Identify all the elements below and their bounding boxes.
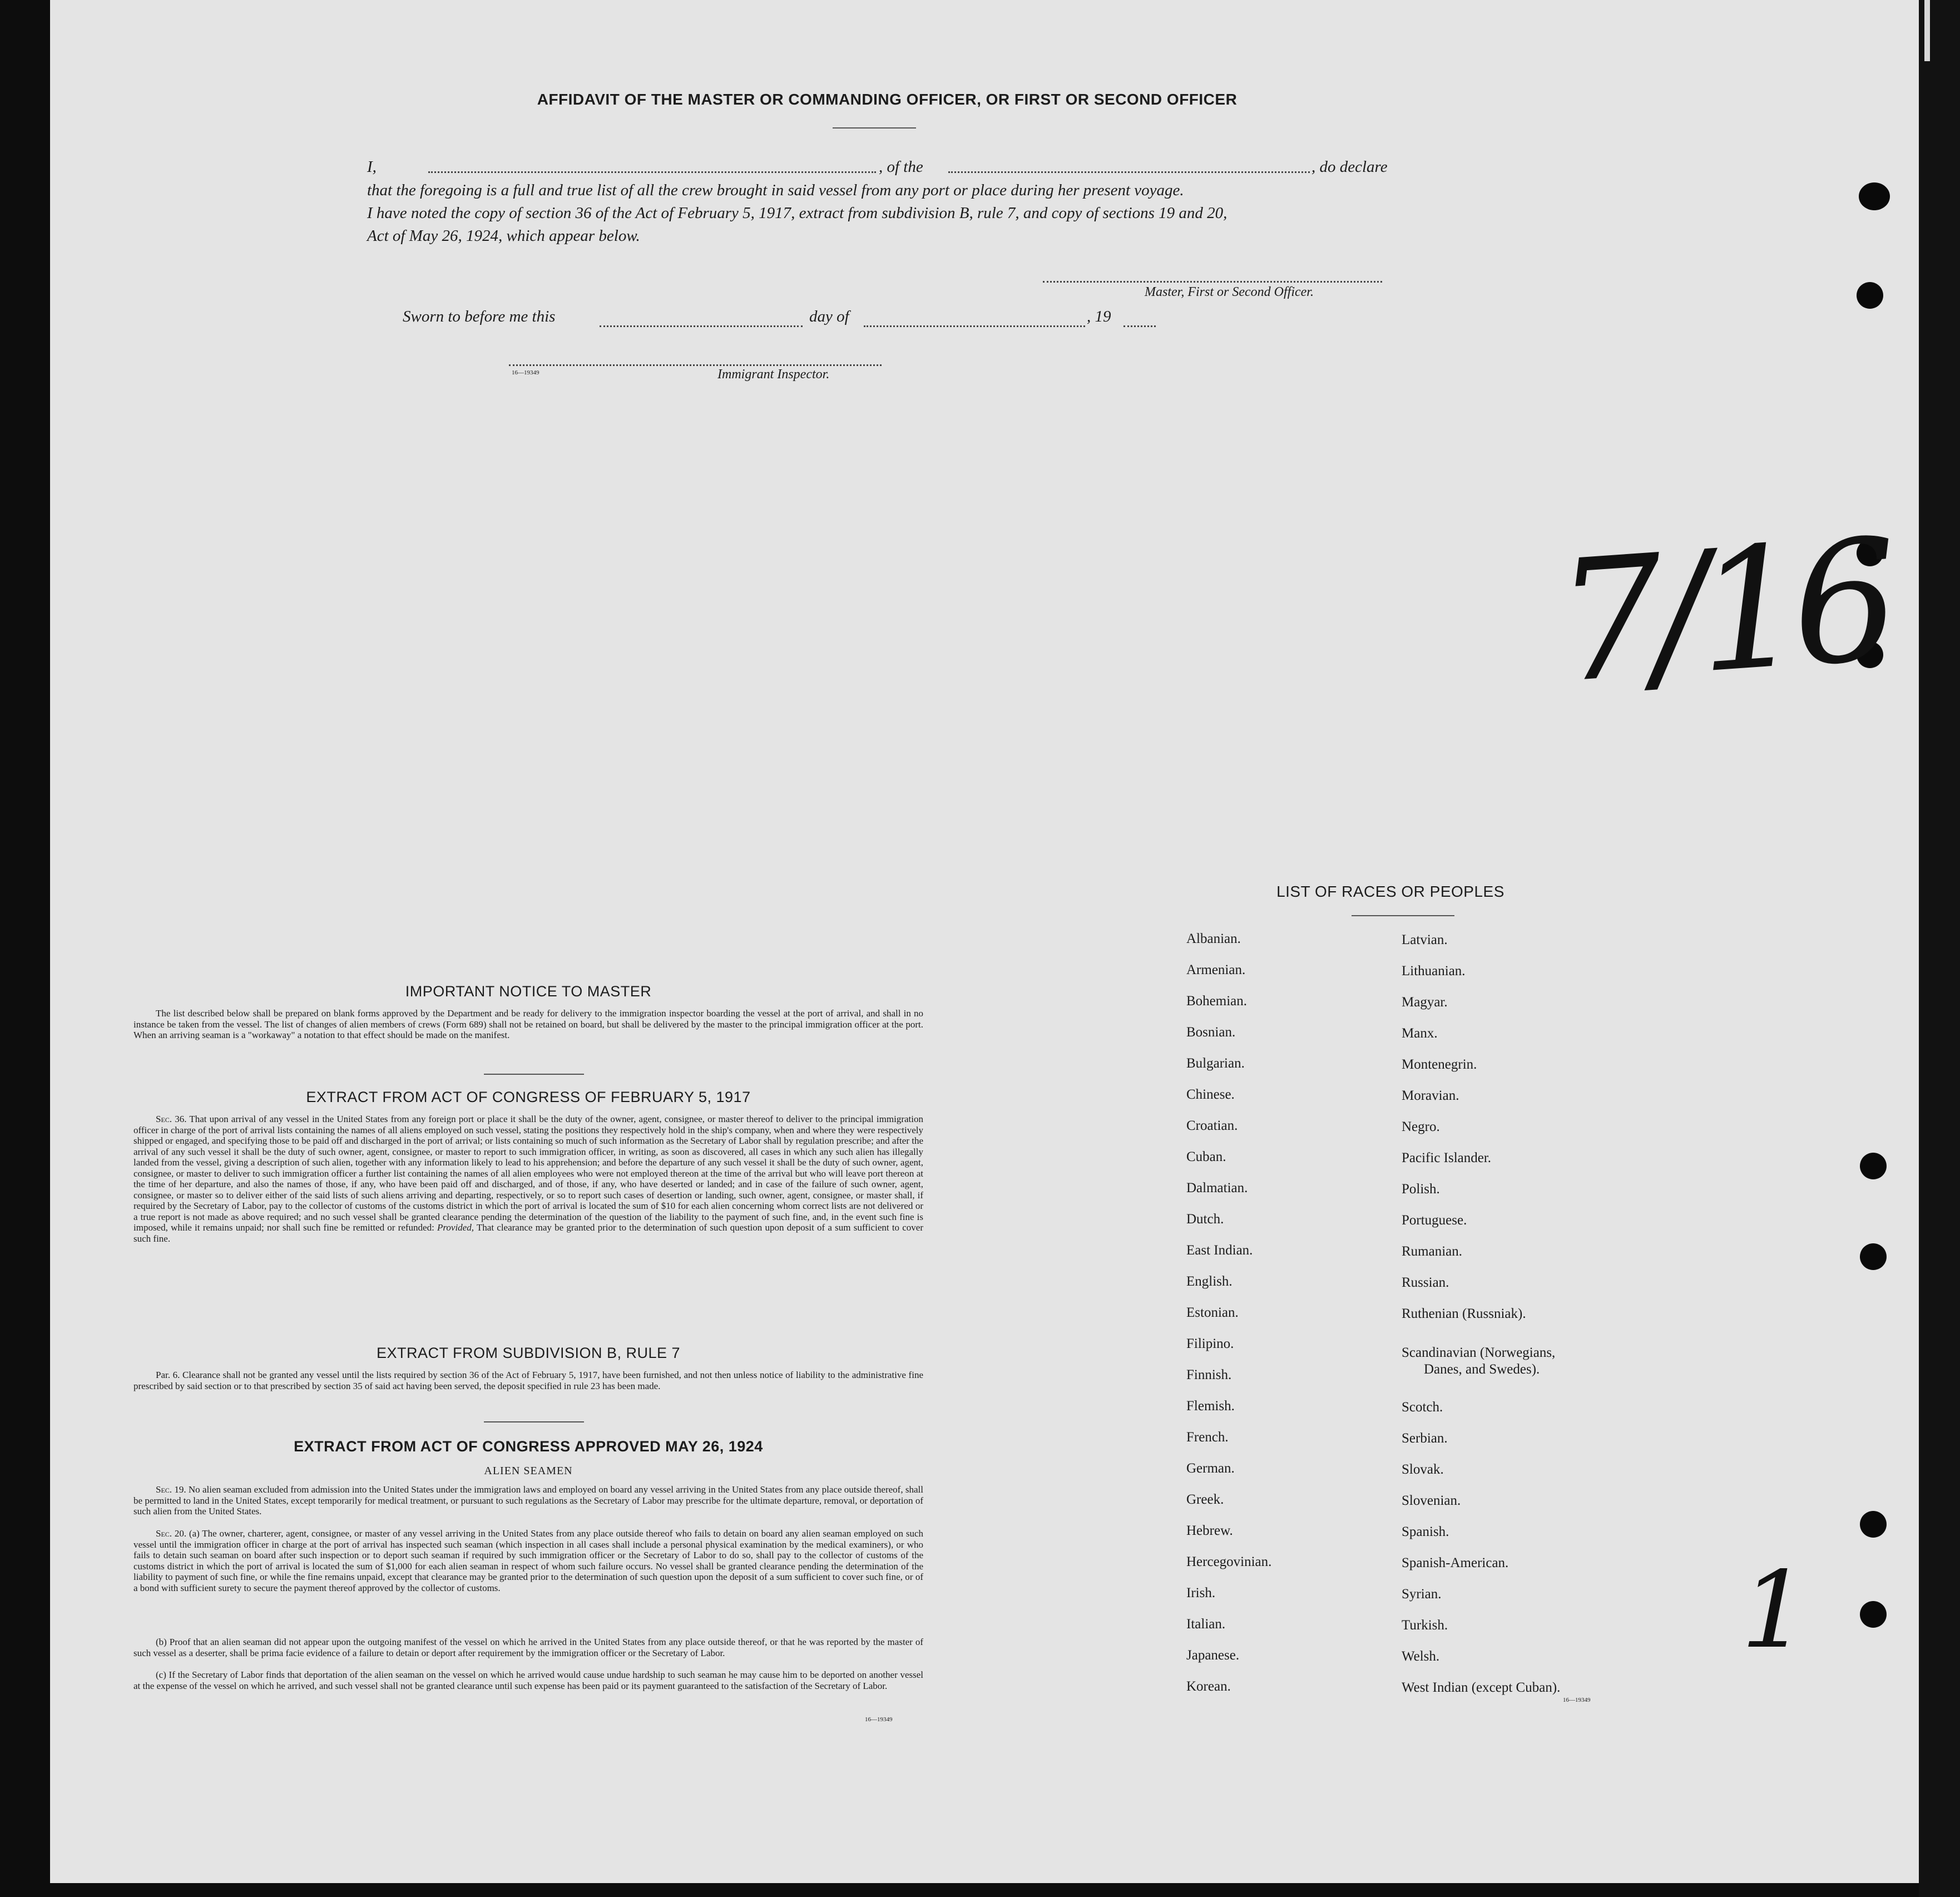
race-item: Hercegovinian.	[1186, 1554, 1272, 1569]
affidavit-line-4: Act of May 26, 1924, which appear below.	[367, 227, 640, 245]
extract-1917-text	[133, 1114, 923, 1244]
race-item: English.	[1186, 1274, 1233, 1289]
vessel-field[interactable]	[948, 171, 1310, 173]
race-item: Negro.	[1402, 1119, 1440, 1134]
race-item: Greek.	[1186, 1492, 1224, 1507]
punch-hole	[1857, 282, 1883, 309]
inspector-signature-field[interactable]	[509, 364, 882, 366]
race-item: Moravian.	[1402, 1088, 1459, 1103]
race-item: Cuban.	[1186, 1149, 1226, 1164]
race-item: Syrian.	[1402, 1587, 1442, 1602]
provided-label: Provided,	[437, 1222, 474, 1233]
sec-20b-text: (b) Proof that an alien seaman did not appear upon the outgoing manifest of the vessel on which he arrived in the United States from any place outside thereof, or that he was reported by the master of such vessel as a deserter, shall be prima facie evidence of a failure to detain or deport after requirement by the immigration officer or the Secretary of Labor.	[133, 1637, 923, 1658]
punch-hole	[1860, 1153, 1887, 1179]
inspector-label: Immigrant Inspector.	[717, 367, 830, 382]
race-item: Slovenian.	[1402, 1493, 1461, 1508]
affidavit-line-3: I have noted the copy of section 36 of the Act of February 5, 1917, extract from subdivision B, rule 7, and copy of sections 19 and 20,	[367, 204, 1228, 222]
race-item: Polish.	[1402, 1182, 1440, 1197]
race-item: Rumanian.	[1402, 1244, 1463, 1259]
sec-20a-body: (a) The owner, charterer, agent, consignee, or master of any vessel arriving in the United States from any place outside thereof who fails to detain on board any alien seaman employed on such vessel until the immigration officer in charge at the port of arrival has inspected such seaman (which inspection in all cases shall include a personal physical examination by the medical examiners), or who fails to detain such seaman on board after such inspection or to deport such seaman if required by such immigration officer or the Secretary of Labor to do so, shall pay to the collector of customs of the customs district in which the port of arrival is located the sum of $1,000 for each alien seaman in respect of whom such failure occurs. No vessel shall be granted clearance pending the determination of the liability to payment of such fine, or while the fine remains unpaid, except that clearance may be granted prior to the determination of such question upon the deposit of a sum sufficient to cover such fine, or of a bond with sufficient surety to secure the payment thereof approved by the collector of customs.	[133, 1528, 923, 1593]
race-item: Russian.	[1402, 1275, 1449, 1290]
race-item: Pacific Islander.	[1402, 1150, 1492, 1165]
race-item: Estonian.	[1186, 1305, 1239, 1320]
notice-text: The list described below shall be prepared on blank forms approved by the Department and be ready for delivery to the immigration inspector boarding the vessel at the port of arrival, and shall in no instance be taken from the vessel. The list of changes of alien members of crews (Form 689) shall not be retained on board, but shall be delivered by the master to the principal immigration officer at the port. When an arriving seaman is a "workaway" a notation to that effect should be made on the manifest.	[133, 1008, 923, 1040]
race-item: Filipino.	[1186, 1336, 1234, 1351]
extract-rule7-title: EXTRACT FROM SUBDIVISION B, RULE 7	[376, 1345, 681, 1361]
extract-1924-title: EXTRACT FROM ACT OF CONGRESS APPROVED MAY 26, 1924	[294, 1438, 763, 1455]
race-item: German.	[1186, 1461, 1235, 1476]
punch-hole	[1860, 1243, 1887, 1270]
race-item: Dalmatian.	[1186, 1180, 1248, 1195]
race-item: Albanian.	[1186, 931, 1241, 946]
race-item: Bohemian.	[1186, 994, 1248, 1009]
race-item: Ruthenian (Russniak).	[1402, 1306, 1526, 1321]
notice-title: IMPORTANT NOTICE TO MASTER	[405, 983, 652, 1000]
race-item: Magyar.	[1402, 995, 1448, 1010]
sec-20-label: Sec. 20.	[156, 1528, 187, 1539]
extract-rule7-text: Par. 6. Clearance shall not be granted any vessel until the lists required by section 36 of the Act of February 5, 1917, have been furnished, and not then unless notice of liability to the administrative fine prescribed by said section or to that prescribed by section 35 of said act having been served, the deposit specified in rule 23 has been made.	[133, 1370, 923, 1391]
sworn-year-field[interactable]	[1123, 325, 1156, 327]
race-item: Croatian.	[1186, 1118, 1238, 1133]
document-sheet	[50, 0, 1924, 1883]
races-title: LIST OF RACES OR PEOPLES	[1276, 883, 1504, 900]
race-item: Latvian.	[1402, 932, 1448, 947]
race-item: Korean.	[1186, 1679, 1231, 1694]
race-item: Montenegrin.	[1402, 1057, 1477, 1072]
race-item: Spanish.	[1402, 1524, 1449, 1539]
races-title-divider	[1352, 915, 1454, 916]
affidavit-line-2: that the foregoing is a full and true list of all the crew brought in said vessel from any port or place during her present voyage.	[367, 181, 1184, 199]
race-item: East Indian.	[1186, 1243, 1253, 1258]
punch-hole	[1860, 1601, 1887, 1628]
affidavit-form-number: 16—19349	[512, 369, 540, 376]
scan-edge-strip	[1924, 0, 1930, 61]
race-item: Japanese.	[1186, 1648, 1240, 1663]
master-signature-label: Master, First or Second Officer.	[1145, 285, 1314, 299]
sec-20a-text	[133, 1528, 923, 1593]
extract-1917-title-text: EXTRACT FROM ACT OF CONGRESS OF FEBRUARY 5, 1917	[306, 1089, 751, 1105]
year-prefix-label: , 19	[1087, 308, 1111, 325]
handwritten-sheet-number: 7/16	[1551, 503, 1894, 720]
race-item: Irish.	[1186, 1585, 1216, 1600]
race-item: Lithuanian.	[1402, 964, 1466, 979]
day-of-label: day of	[809, 308, 849, 325]
of-the-label: , of the	[879, 158, 923, 176]
sec-19-label: Sec. 19.	[156, 1484, 186, 1495]
race-item: French.	[1186, 1430, 1229, 1445]
race-item: Hebrew.	[1186, 1523, 1233, 1538]
race-item: Portuguese.	[1402, 1213, 1467, 1228]
race-item: Dutch.	[1186, 1212, 1224, 1227]
sworn-label: Sworn to before me this	[403, 308, 556, 325]
race-item: Scandinavian (Norwegians,	[1402, 1345, 1556, 1360]
sec-19-text	[133, 1484, 923, 1517]
race-item: Danes, and Swedes).	[1424, 1362, 1540, 1377]
sec-36-label: Sec. 36.	[156, 1114, 187, 1124]
race-item: Slovak.	[1402, 1462, 1444, 1477]
do-declare-label: , do declare	[1311, 158, 1388, 176]
race-item: Bosnian.	[1186, 1025, 1236, 1040]
scan-border	[1919, 0, 1960, 1897]
race-item: West Indian (except Cuban).	[1402, 1680, 1561, 1695]
race-item: Flemish.	[1186, 1399, 1235, 1414]
punch-hole	[1859, 182, 1890, 210]
race-item: Turkish.	[1402, 1618, 1448, 1633]
sworn-month-field[interactable]	[864, 325, 1085, 327]
sec-20c-text: (c) If the Secretary of Labor finds that deportation of the alien seaman on the vessel on which he arrived would cause undue hardship to such seaman he may cause him to be deported on another vessel at the expense of the vessel on which he arrived, and such vessel shall not be granted clearance until such expense has been paid or its payment guaranteed to the satisfaction of the Secretary of Labor.	[133, 1669, 923, 1691]
affidavit-i-label: I,	[367, 158, 377, 176]
title-divider	[833, 127, 916, 129]
extract-1917-title	[133, 1089, 923, 1106]
race-item: Welsh.	[1402, 1649, 1440, 1664]
races-form-number: 16—19349	[1563, 1697, 1591, 1703]
handwritten-mark: 1	[1741, 1549, 1808, 1672]
race-item: Armenian.	[1186, 962, 1246, 977]
affidavit-title: AFFIDAVIT OF THE MASTER OR COMMANDING OFFICER, OR FIRST OR SECOND OFFICER	[537, 91, 1238, 108]
sec-36-end: That clearance may be granted prior to the determination of such question upon deposit of a sum sufficient to cover such fine.	[133, 1222, 924, 1244]
race-item: Finnish.	[1186, 1367, 1232, 1382]
sec-36-body: That upon arrival of any vessel in the United States from any foreign port or place it shall be the duty of the owner, agent, consignee, or master thereof to deliver to the principal immigration officer in charge of the port of arrival lists containing the names of all aliens employed on such vessel, stating the positions they respectively hold in the ship's company, when and where they were respectively shipped or engaged, and specifying those to be paid off and discharged in the port of arrival; or lists containing so much of such information as the Secretary of Labor shall by regulation prescribe; and after the arrival of any such vessel it shall be the duty of such owner, agent, consignee, or master to report to such immigration officer, in writing, as soon as discovered, all cases in which any such alien has illegally landed from the vessel, giving a description of such alien, together with any information likely to lead to his apprehension; and before the departure of any such vessel it shall be the duty of such owner, agent, consignee, or master to deliver to such immigration officer a further list containing the names of all alien employees who were not employed thereon at the time of the arrival but who will leave port thereon at the time of her departure, and also the names of those, if any, who have been paid off and discharged, and of those, if any, who have deserted or landed; and in case of the failure of such owner, agent, consignee, or master so to deliver either of the said lists of such aliens arriving and departing, respectively, or so to report such cases of desertion or landing, such owner, agent, consignee, or master shall, if required by the Secretary of Labor, pay to the collector of customs of the customs district in which the port of arrival is located the sum of $10 for each alien concerning whom correct lists are not delivered or a true report is not made as above required; and no such vessel shall be granted clearance pending the determination of the question of the liability to the payment of such fine, and, in the event such fine is imposed, while it remains unpaid; nor shall such fine be remitted or refunded:	[133, 1114, 923, 1233]
name-field[interactable]	[428, 171, 876, 173]
extract-form-number: 16—19349	[865, 1716, 893, 1723]
sec-19-body: No alien seaman excluded from admission into the United States under the immigration laws and employed on board any vessel arriving in the United States from any place outside thereof, shall be permitted to land in the United States, except temporarily for medical treatment, or pursuant to such regulations as the Secretary of Labor may prescribe for the ultimate departure, removal, or deportation of such alien from the United States.	[133, 1484, 923, 1516]
master-signature-field[interactable]	[1043, 281, 1382, 283]
race-item: Chinese.	[1186, 1087, 1235, 1102]
race-item: Spanish-American.	[1402, 1555, 1509, 1570]
race-item: Serbian.	[1402, 1431, 1448, 1446]
race-item: Italian.	[1186, 1617, 1226, 1632]
punch-hole	[1860, 1511, 1887, 1538]
alien-seamen-subtitle: ALIEN SEAMEN	[484, 1465, 573, 1477]
race-item: Manx.	[1402, 1026, 1438, 1041]
section-divider	[484, 1074, 584, 1075]
race-item: Scotch.	[1402, 1400, 1443, 1415]
sworn-day-field[interactable]	[600, 325, 803, 327]
race-item: Bulgarian.	[1186, 1056, 1245, 1071]
section-divider	[484, 1421, 584, 1422]
